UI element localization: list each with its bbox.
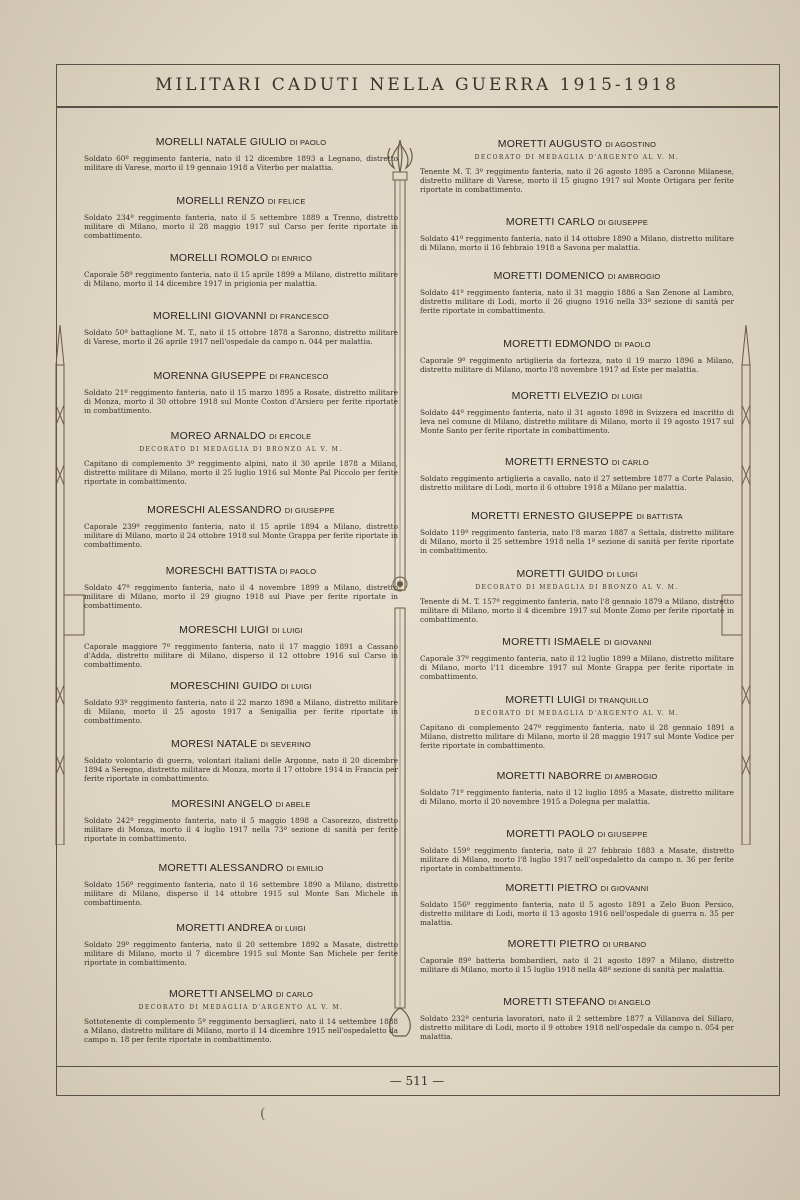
- entry-surname: MORESCHI LUIGI: [179, 624, 269, 636]
- entry: [84, 310, 398, 346]
- entry-parent: DI GIUSEPPE: [597, 218, 649, 227]
- entry-surname: MORETTI CARLO: [505, 216, 595, 228]
- entry-surname: MORELLI NATALE GIULIO: [155, 136, 287, 148]
- entry-parent: DI ANGELO: [608, 998, 651, 1007]
- entry-text: Caporale 58º reggimento fanteria, nato il 15 aprile 1899 a Milano, distretto militare di Milano, morto il 14 dicembre 1917 in prigionia per malattia.: [84, 270, 398, 289]
- entry: [420, 270, 734, 316]
- entry-surname: MORETTI EDMONDO: [503, 338, 612, 350]
- entry-parent: DI GIOVANNI: [600, 884, 649, 893]
- entry: [84, 370, 398, 416]
- entry-parent: DI GIUSEPPE: [597, 830, 648, 839]
- entry-parent: DI LUIGI: [272, 626, 303, 635]
- entry-parent: DI FELICE: [267, 197, 306, 206]
- entry-name: [84, 798, 398, 810]
- entry-parent: DI URBANO: [602, 940, 647, 949]
- entry-parent: DI ERCOLE: [269, 432, 312, 441]
- entry-text: Soldato 21º reggimento fanteria, nato il 15 marzo 1895 a Rosate, distretto militare di Monza, morto il 30 ottobre 1918 sul Monte Coston d'Arsiero per ferite riportate in combattimento.: [84, 388, 398, 416]
- entry-parent: DI GIUSEPPE: [284, 506, 335, 515]
- entry-name: [84, 922, 398, 934]
- entry-text: Soldato volontario di guerra, volontari italiani delle Argonne, nato il 20 dicembre 1894 a Seregno, distretto militare di Monza, morto il 17 ottobre 1914 in Francia per ferite riportate in combattimento.: [84, 756, 398, 784]
- entry-text: Capitano di complemento 247º reggimento fanteria, nato il 28 gennaio 1891 a Milano, distretto militare di Milano, morto il 28 maggio 1917 sul Monte Vodice per ferite riportate in combattimento.: [420, 723, 734, 751]
- entry-parent: DI BATTISTA: [636, 512, 683, 521]
- entry-text: Soldato 50º battaglione M. T., nato il 15 ottobre 1878 a Saronno, distretto militare di Varese, morto il 26 aprile 1917 nell'ospedale da campo n. 044 per malattia.: [84, 328, 398, 347]
- entry-text: Caporale 89ª batteria bombardieri, nato il 21 agosto 1897 a Milano, distretto militare di Milano, morto il 15 luglio 1918 nella 48ª sezione di sanità per malattia.: [420, 956, 734, 975]
- entry-text: Soldato 234º reggimento fanteria, nato il 5 settembre 1889 a Trenno, distretto militare di Milano, morto il 28 maggio 1917 sul Carso per ferite riportate in combattimento.: [84, 213, 398, 241]
- entry-name: [84, 430, 398, 442]
- entry-name: [420, 828, 734, 840]
- entry-name: [84, 504, 398, 516]
- entry-decoration: DECORATO DI MEDAGLIA DI BRONZO AL V. M.: [139, 446, 343, 453]
- entry: [420, 138, 734, 195]
- entry-text: Soldato 156º reggimento fanteria, nato il 5 agosto 1891 a Zelo Buon Persico, distretto militare di Lodi, morto il 13 agosto 1916 nell'ospedale di guerra n. 35 per malattia.: [420, 900, 734, 928]
- entry-surname: MORESI NATALE: [171, 738, 258, 750]
- entry-text: Soldato 159º reggimento fanteria, nato il 27 febbraio 1883 a Masate, distretto militare di Milano, morto l'8 luglio 1917 nell'ospedaletto da campo n. 36 per ferite riportate in combattimento.: [420, 846, 734, 874]
- entry-text: Soldato 156º reggimento fanteria, nato il 16 settembre 1890 a Milano, distretto militare di Milano, disperso il 14 ottobre 1915 sul Monte San Michele in combattimento.: [84, 880, 398, 908]
- entry-text: Capitano di complemento 3º reggimento alpini, nato il 30 aprile 1878 a Milano, distretto militare di Milano, morto il 25 luglio 1916 sul Monte Pal Piccolo per ferite riportate in combattimento.: [84, 459, 398, 487]
- entry-parent: DI LUIGI: [274, 924, 306, 933]
- entry-parent: DI TRANQUILLO: [588, 696, 649, 705]
- entry-surname: MORETTI ANSELMO: [168, 988, 273, 1000]
- entry-name: [420, 938, 734, 950]
- entry-parent: DI AGOSTINO: [605, 140, 657, 149]
- entry-parent: DI FRANCESCO: [269, 372, 329, 381]
- entry-parent: DI LUIGI: [611, 392, 643, 401]
- entry-decoration: DECORATO DI MEDAGLIA D'ARGENTO AL V. M.: [138, 1004, 344, 1011]
- entry-name: [420, 996, 734, 1008]
- entry-decoration: DECORATO DI MEDAGLIA D'ARGENTO AL V. M.: [474, 710, 680, 717]
- entry-surname: MORELLINI GIOVANNI: [153, 310, 267, 322]
- entry-surname: MORENNA GIUSEPPE: [153, 370, 267, 382]
- entry: [84, 430, 398, 487]
- entry-surname: MORETTI ERNESTO: [505, 456, 609, 468]
- entry-surname: MORESCHI BATTISTA: [165, 565, 277, 577]
- entry-surname: MORETTI PIETRO: [505, 882, 598, 894]
- entry-name: [420, 510, 734, 522]
- entry: [84, 862, 398, 908]
- entry-parent: DI LUIGI: [606, 570, 638, 579]
- entry-surname: MORESINI ANGELO: [171, 798, 273, 810]
- entry-name: [420, 456, 734, 468]
- entry: [420, 996, 734, 1042]
- entry: [84, 252, 398, 288]
- entry-parent: DI EMILIO: [286, 864, 324, 873]
- entry-surname: MORELLI ROMOLO: [169, 252, 269, 264]
- entry-name: [420, 694, 734, 706]
- entry-name: [420, 390, 734, 402]
- entry-text: Soldato 41º reggimento fanteria, nato il 31 maggio 1886 a San Zenone al Lambro, distretto militare di Lodi, morto il 26 giugno 1916 nella 33ª sezione di sanità per ferite riportate in combattimento.: [420, 288, 734, 316]
- entry-text: Tenente di M. T. 157º reggimento fanteria, nato l'8 gennaio 1879 a Milano, distretto militare di Milano, morto il 4 dicembre 1917 sul Monte Zomo per ferite riportate in combattimento.: [420, 597, 734, 625]
- left-lance-ornament: [48, 325, 88, 845]
- entry: [420, 510, 734, 556]
- entry-text: Soldato 232ª centuria lavoratori, nato il 2 settembre 1877 a Villanova del Sillaro, distretto militare di Lodi, morto il 9 ottobre 1918 nell'ospedale da campo n. 054 per malattia.: [420, 1014, 734, 1042]
- entry-surname: MORESCHINI GUIDO: [170, 680, 278, 692]
- entry: [420, 636, 734, 682]
- entry: [420, 938, 734, 974]
- entry-text: Soldato reggimento artiglieria a cavallo, nato il 27 settembre 1877 a Corte Palasio, distretto militare di Lodi, morto il 6 ottobre 1918 a Milano per malattia.: [420, 474, 734, 493]
- entry-parent: DI SEVERINO: [260, 740, 311, 749]
- entry-text: Soldato 29º reggimento fanteria, nato il 20 settembre 1892 a Masate, distretto militare di Milano, morto il 7 dicembre 1915 sul Monte San Michele per ferite riportate in combattimento.: [84, 940, 398, 968]
- entry-surname: MORETTI STEFANO: [503, 996, 606, 1008]
- entry-parent: DI GIOVANNI: [603, 638, 652, 647]
- entry-text: Soldato 71º reggimento fanteria, nato il 12 luglio 1895 a Masate, distretto militare di Milano, morto il 20 novembre 1915 a Dolegna per malattia.: [420, 788, 734, 807]
- entry-parent: DI CARLO: [276, 990, 314, 999]
- entry: [420, 828, 734, 874]
- entry-text: Soldato 60º reggimento fanteria, nato il 12 dicembre 1893 a Legnano, distretto militare di Varese, morto il 19 gennaio 1918 a Viterbo per malattia.: [84, 154, 398, 173]
- entry-parent: DI PAOLO: [289, 138, 327, 147]
- entry: [420, 770, 734, 806]
- entry: [420, 882, 734, 928]
- entry-text: Sottotenente di complemento 5º reggimento bersaglieri, nato il 14 settembre 1888 a Milano, distretto militare di Milano, morto il 14 dicembre 1915 nell'ospedaletto da campo n. 18 per ferite riportate in combattimento.: [84, 1017, 398, 1045]
- entry-parent: DI PAOLO: [614, 340, 651, 349]
- entry-surname: MORETTI ISMAELE: [502, 636, 601, 648]
- entry-text: Caporale maggiore 7º reggimento fanteria, nato il 17 maggio 1891 a Cassano d'Adda, distretto militare di Milano, disperso il 12 ottobre 1916 sul Carso in combattimento.: [84, 642, 398, 670]
- entry-text: Soldato 41º reggimento fanteria, nato il 14 ottobre 1890 a Milano, distretto militare di Milano, morto il 16 febbraio 1918 a Savona per malattia.: [420, 234, 734, 253]
- entry-surname: MORETTI ERNESTO GIUSEPPE: [471, 510, 634, 522]
- entry-decoration: DECORATO DI MEDAGLIA DI BRONZO AL V. M.: [475, 584, 679, 591]
- entry-name: [84, 565, 398, 577]
- entry-surname: MORETTI AUGUSTO: [497, 138, 603, 150]
- entry: [84, 988, 398, 1045]
- entry-parent: DI AMBROGIO: [607, 272, 661, 281]
- entry-text: Caporale 239º reggimento fanteria, nato il 15 aprile 1894 a Milano, distretto militare di Milano, morto il 24 ottobre 1918 sul Monte Grappa per ferite riportate in combattimento.: [84, 522, 398, 550]
- entry-parent: DI AMBROGIO: [604, 772, 658, 781]
- entry-name: [84, 195, 398, 207]
- entry-text: Tenente M. T. 3º reggimento fanteria, nato il 26 agosto 1895 a Caronno Milanese, distretto militare di Varese, morto il 15 giugno 1917 sul Monte Ortigara per ferite riportate in combattimento.: [420, 167, 734, 195]
- entry-name: [84, 310, 398, 322]
- entry-text: Soldato 47º reggimento fanteria, nato il 4 novembre 1899 a Milano, distretto militare di Milano, morto il 29 giugno 1918 sul Piave per ferite riportate in combattimento.: [84, 583, 398, 611]
- entry: [420, 456, 734, 492]
- entry-name: [420, 636, 734, 648]
- entry: [420, 216, 734, 252]
- entry-name: [420, 270, 734, 282]
- entry-surname: MORETTI PAOLO: [506, 828, 595, 840]
- entry-name: [420, 216, 734, 228]
- entry-name: [84, 136, 398, 148]
- handwritten-mark: (: [260, 1106, 266, 1122]
- entry-surname: MORETTI DOMENICO: [493, 270, 605, 282]
- entry-name: [420, 882, 734, 894]
- entry-parent: DI ABELE: [275, 800, 311, 809]
- entry-surname: MORETTI ALESSANDRO: [158, 862, 284, 874]
- entry-parent: DI PAOLO: [279, 567, 317, 576]
- entry: [420, 568, 734, 625]
- entry: [84, 922, 398, 968]
- entry-name: [420, 770, 734, 782]
- entry-name: [420, 568, 734, 580]
- entry-name: [84, 738, 398, 750]
- entry: [84, 504, 398, 550]
- entry-surname: MORETTI NABORRE: [496, 770, 602, 782]
- entry-decoration: DECORATO DI MEDAGLIA D'ARGENTO AL V. M.: [474, 154, 680, 161]
- entry-surname: MORESCHI ALESSANDRO: [147, 504, 282, 516]
- page-number: — 511 —: [56, 1066, 778, 1095]
- entry: [84, 680, 398, 726]
- entry-surname: MORETTI PIETRO: [507, 938, 600, 950]
- entry: [420, 390, 734, 436]
- entry-parent: DI ENRICO: [271, 254, 313, 263]
- entry: [84, 195, 398, 241]
- entry-name: [420, 338, 734, 350]
- entry-name: [420, 138, 734, 150]
- entry-parent: DI FRANCESCO: [269, 312, 329, 321]
- entry-name: [84, 862, 398, 874]
- entry: [84, 798, 398, 844]
- entry-name: [84, 252, 398, 264]
- entry-name: [84, 370, 398, 382]
- entry-parent: DI CARLO: [611, 458, 649, 467]
- entry: [84, 565, 398, 611]
- entry-text: Soldato 242º reggimento fanteria, nato il 5 maggio 1898 a Casorezzo, distretto militare di Monza, morto il 4 luglio 1917 nella 73ª sezione di sanità per ferite riportate in combattimento.: [84, 816, 398, 844]
- entry-surname: MORETTI LUIGI: [505, 694, 586, 706]
- page-title: MILITARI CADUTI NELLA GUERRA 1915-1918: [56, 64, 778, 108]
- entry: [420, 694, 734, 751]
- entry-name: [84, 988, 398, 1000]
- entry-text: Soldato 119º reggimento fanteria, nato l'8 marzo 1887 a Settala, distretto militare di Milano, morto il 25 settembre 1918 nella 1ª sezione di sanità per ferite riportate in combattimento.: [420, 528, 734, 556]
- entry-surname: MORETTI GUIDO: [516, 568, 604, 580]
- entry-surname: MORELLI RENZO: [176, 195, 265, 207]
- entry-text: Caporale 37º reggimento fanteria, nato il 12 luglio 1899 a Milano, distretto militare di Milano, morto l'11 dicembre 1917 sul Monte Grappa per ferite riportate in combattimento.: [420, 654, 734, 682]
- entry: [84, 738, 398, 784]
- entry-parent: DI LUIGI: [280, 682, 312, 691]
- entry: [84, 624, 398, 670]
- entry-text: Soldato 44º reggimento fanteria, nato il 31 agosto 1898 in Svizzera ed inscritto di leva nel comune di Milano, distretto militare di Milano, morto il 19 agosto 1917 sul Monte Santo per ferite riportate in combattimento.: [420, 408, 734, 436]
- entry-surname: MORETTI ANDREA: [176, 922, 272, 934]
- entry-surname: MOREO ARNALDO: [170, 430, 266, 442]
- entry-surname: MORETTI ELVEZIO: [511, 390, 609, 402]
- entry-name: [84, 680, 398, 692]
- entry-text: Caporale 9º reggimento artiglieria da fortezza, nato il 19 marzo 1896 a Milano, distretto militare di Milano, morto l'8 novembre 1917 ad Este per malattia.: [420, 356, 734, 375]
- entry-name: [84, 624, 398, 636]
- entry: [420, 338, 734, 374]
- entry-text: Soldato 93º reggimento fanteria, nato il 22 marzo 1898 a Milano, distretto militare di Milano, morto il 25 agosto 1917 a Senigallia per ferite riportate in combattimento.: [84, 698, 398, 726]
- entry: [84, 136, 398, 172]
